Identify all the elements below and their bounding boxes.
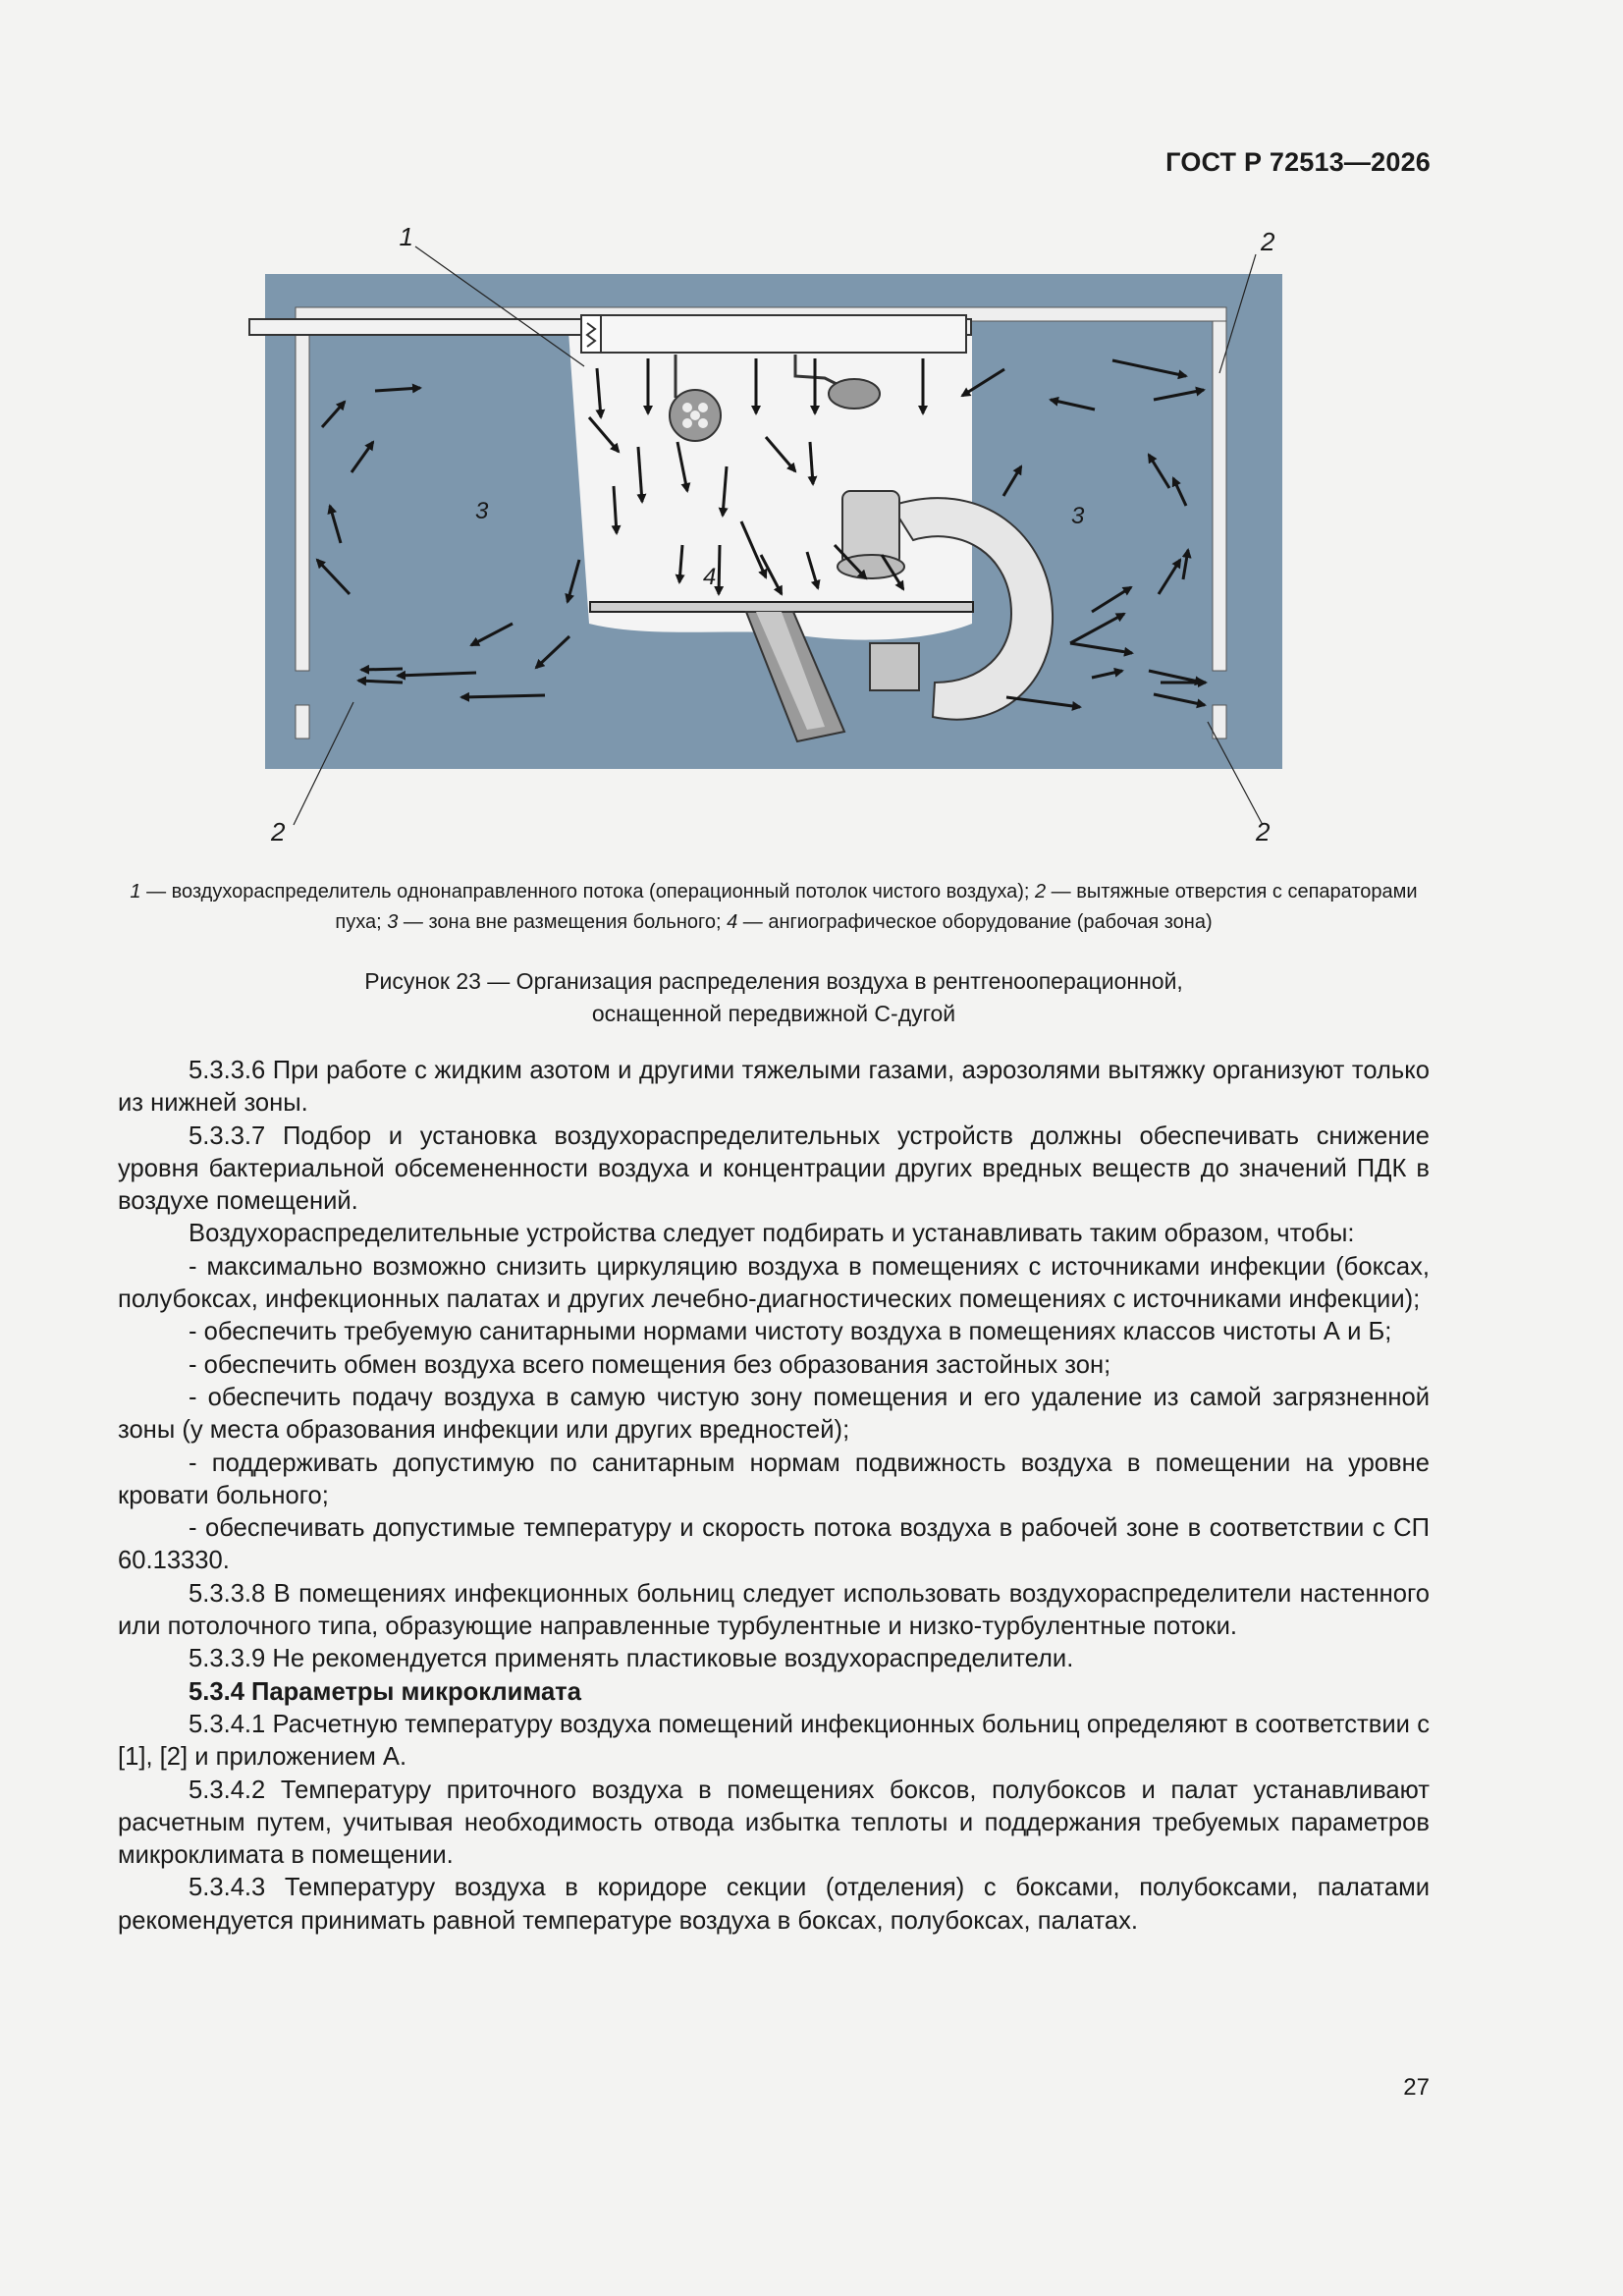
callout-2-top-right: 2 (1261, 227, 1275, 256)
right-wall-bottom (1213, 705, 1226, 738)
left-wall (296, 307, 309, 671)
operating-table (590, 602, 973, 612)
callout-3-right: 3 (1071, 503, 1085, 529)
list-item: - обеспечить требуемую санитарными нормами чистоту воздуха в помещениях классов чистоты А и Б; (189, 1318, 1392, 1346)
left-wall-bottom (296, 705, 309, 738)
legend-number-1: 1 (130, 881, 141, 902)
legend-text-3: — зона вне размещения больного; (398, 911, 728, 933)
air-distribution-diagram (236, 221, 1335, 859)
callout-2-bottom-right: 2 (1256, 817, 1271, 847)
legend-number-2: 2 (1035, 881, 1047, 902)
paragraph-5-3-4-1: 5.3.4.1 Расчетную температуру воздуха помещений инфекционных больниц определяют в соответствии с [1], [2] и приложением А. (118, 1710, 1430, 1772)
section-heading-5-3-4: 5.3.4 Параметры микроклимата (189, 1677, 581, 1706)
legend-text-4: — ангиографическое оборудование (рабочая зона) (737, 911, 1213, 933)
caption-line-2: оснащенной передвижной С-дугой (591, 1001, 956, 1026)
callout-4: 4 (703, 564, 717, 590)
paragraph-5-3-3-9: 5.3.3.9 Не рекомендуется применять пластиковые воздухораспределители. (189, 1645, 1074, 1673)
diffuser-box (581, 315, 601, 353)
callout-3-left: 3 (475, 498, 489, 524)
right-wall (1213, 307, 1226, 671)
caption-line-1: Рисунок 23 — Организация распределения воздуха в рентгенооперационной, (364, 968, 1183, 994)
legend-number-3: 3 (387, 911, 399, 933)
legend-text-2: — вытяжные отверстия с сепараторами пуха; (335, 881, 1418, 933)
page-number: 27 (1403, 2074, 1430, 2101)
list-item: - максимально возможно снизить циркуляцию воздуха в помещениях с источниками инфекции (боксах, полубоксах, инфекционных палатах и других лечебно-диагностических помещениях с источниками инфекции); (118, 1252, 1430, 1314)
clean-air-zone (568, 317, 972, 640)
body-text (118, 1055, 1430, 1938)
figure-legend (118, 877, 1430, 938)
paragraph-5-3-3-8: 5.3.3.8 В помещениях инфекционных больниц следует использовать воздухораспределители настенного или потолочного типа, образующие направленные турбулентные и низко-турбулентные потоки. (118, 1579, 1430, 1641)
list-item: - поддерживать допустимую по санитарным нормам подвижность воздуха в помещении на уровне кровати больного; (118, 1449, 1430, 1509)
list-item: - обеспечить подачу воздуха в самую чистую зону помещения и его удаление из самой загрязненной зоны (у места образования инфекции или других вредностей); (118, 1383, 1430, 1445)
paragraph-devices-intro: Воздухораспределительные устройства следует подбирать и устанавливать таким образом, чтобы: (189, 1220, 1355, 1248)
list-item: - обеспечивать допустимые температуру и скорость потока воздуха в рабочей зоне в соответствии с СП 60.13330. (118, 1514, 1430, 1575)
figure-caption (118, 965, 1430, 1030)
paragraph-5-3-3-7: 5.3.3.7 Подбор и установка воздухораспределительных устройств должны обеспечивать снижение уровня бактериальной обсемененности воздуха и концентрации других вредных веществ до значений ПДК в воздухе помещений. (118, 1121, 1430, 1216)
paragraph-5-3-4-2: 5.3.4.2 Температуру приточного воздуха в помещениях боксов, полубоксов и палат устанавливают расчетным путем, учитывая необходимость отвода избытка теплоты и поддержания требуемых параметров микроклимата в помещении. (118, 1776, 1430, 1870)
list-item: - обеспечить обмен воздуха всего помещения без образования застойных зон; (189, 1350, 1111, 1379)
diffuser-unit (581, 315, 966, 353)
legend-text-1: — воздухораспределитель однонаправленного потока (операционный потолок чистого воздуха); (140, 881, 1035, 902)
standard-header: ГОСТ Р 72513—2026 (1165, 147, 1431, 177)
legend-number-4: 4 (727, 911, 738, 933)
callout-1: 1 (399, 222, 413, 251)
figure-23 (236, 221, 1335, 859)
paragraph-5-3-4-3: 5.3.4.3 Температуру воздуха в коридоре секции (отделения) с боксами, полубоксами, палатами рекомендуется принимать равной температуре воздуха в боксах, полубоксах, палатах. (118, 1874, 1430, 1935)
surgical-lamp-right (829, 379, 880, 409)
paragraph-5-3-3-6: 5.3.3.6 При работе с жидким азотом и другими тяжелыми газами, аэрозолями вытяжку организуют только из нижней зоны. (118, 1057, 1430, 1118)
detector-box (870, 643, 919, 690)
callout-2-bottom-left: 2 (271, 817, 286, 847)
